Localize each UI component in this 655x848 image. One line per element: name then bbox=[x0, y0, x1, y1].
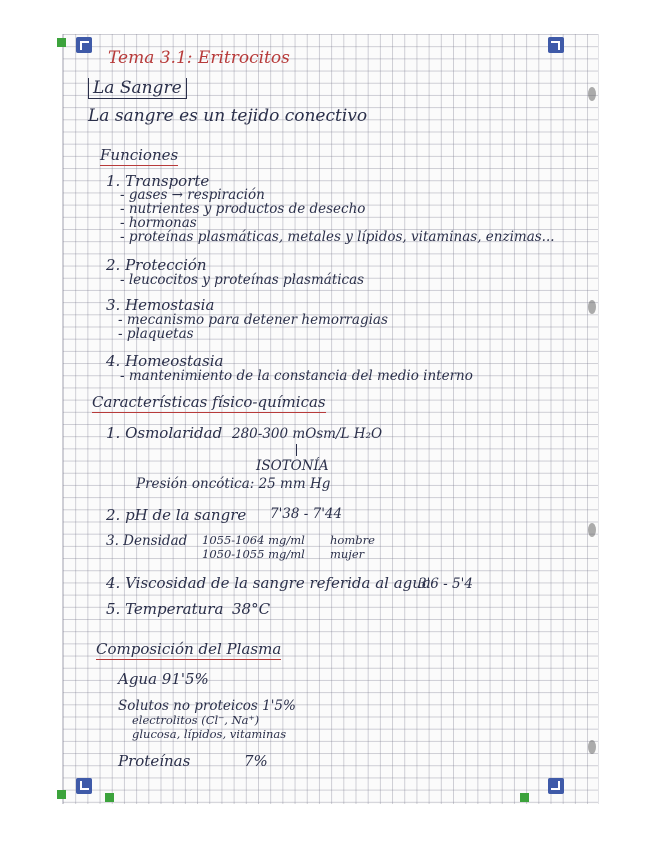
green-marker-icon bbox=[520, 793, 529, 802]
intro-text: La sangre es un tejido conectivo bbox=[88, 106, 368, 126]
corner-marker-icon bbox=[548, 778, 564, 794]
binder-hole-icon bbox=[588, 87, 596, 101]
green-marker-icon bbox=[57, 790, 66, 799]
corner-marker-icon bbox=[76, 37, 92, 53]
viscosidad-label: 4. Viscosidad de la sangre referida al agua bbox=[106, 574, 431, 592]
agua-text: Agua 91'5% bbox=[118, 670, 209, 688]
item-label: 3. Hemostasia bbox=[106, 296, 215, 314]
densidad-label: 3. Densidad bbox=[106, 533, 188, 549]
green-marker-icon bbox=[57, 38, 66, 47]
plasma-heading: Composición del Plasma bbox=[96, 640, 282, 658]
ph-label: 2. pH de la sangre bbox=[106, 506, 247, 524]
item-label: 1. Transporte bbox=[106, 172, 210, 190]
page-title: Tema 3.1: Eritrocitos bbox=[108, 48, 290, 68]
down-arrow-icon bbox=[296, 444, 297, 456]
electrolitos-text: electrolitos (Cl⁻, Na⁺) bbox=[132, 713, 260, 727]
corner-marker-icon bbox=[76, 778, 92, 794]
section-heading: La Sangre bbox=[88, 78, 187, 99]
densidad-who: hombre bbox=[330, 533, 375, 547]
item-line: - nutrientes y productos de desecho bbox=[120, 201, 366, 217]
green-marker-icon bbox=[105, 793, 114, 802]
solutos-text: Solutos no proteicos 1'5% bbox=[118, 698, 296, 714]
item-line: - proteínas plasmáticas, metales y lípidos, vitaminas, enzimas... bbox=[120, 229, 555, 245]
osmolaridad-label: 1. Osmolaridad bbox=[106, 424, 223, 442]
proteinas-label: Proteínas bbox=[118, 752, 191, 770]
item-line: - hormonas bbox=[120, 215, 197, 231]
corner-marker-icon bbox=[548, 37, 564, 53]
funciones-heading: Funciones bbox=[100, 146, 179, 164]
binder-hole-icon bbox=[588, 300, 596, 314]
osmolaridad-value: 280-300 mOsm/L H₂O bbox=[232, 426, 383, 442]
item-line: - mecanismo para detener hemorragias bbox=[118, 312, 388, 328]
ph-value: 7'38 - 7'44 bbox=[270, 506, 343, 522]
item-line: - mantenimiento de la constancia del medio interno bbox=[120, 368, 473, 384]
temperatura-label: 5. Temperatura bbox=[106, 600, 224, 618]
item-label: 2. Protección bbox=[106, 256, 207, 274]
item-label: 4. Homeostasia bbox=[106, 352, 224, 370]
caracteristicas-heading: Características físico-químicas bbox=[92, 393, 326, 411]
proteinas-value: 7% bbox=[244, 752, 268, 770]
densidad-value: 1055-1064 mg/ml bbox=[202, 533, 305, 547]
binder-hole-icon bbox=[588, 523, 596, 537]
glucosa-text: glucosa, lípidos, vitaminas bbox=[132, 727, 287, 741]
item-line: - leucocitos y proteínas plasmáticas bbox=[120, 272, 365, 288]
temperatura-value: 38°C bbox=[232, 600, 271, 618]
binder-hole-icon bbox=[588, 740, 596, 754]
densidad-value: 1050-1055 mg/ml bbox=[202, 547, 305, 561]
isotonia-text: ISOTONÍA bbox=[256, 458, 329, 474]
oncotica-text: Presión oncótica: 25 mm Hg bbox=[136, 476, 331, 492]
densidad-who: mujer bbox=[330, 547, 365, 561]
viscosidad-value: 3'6 - 5'4 bbox=[418, 576, 473, 592]
item-line: - plaquetas bbox=[118, 326, 194, 342]
item-line: - gases → respiración bbox=[120, 187, 265, 203]
